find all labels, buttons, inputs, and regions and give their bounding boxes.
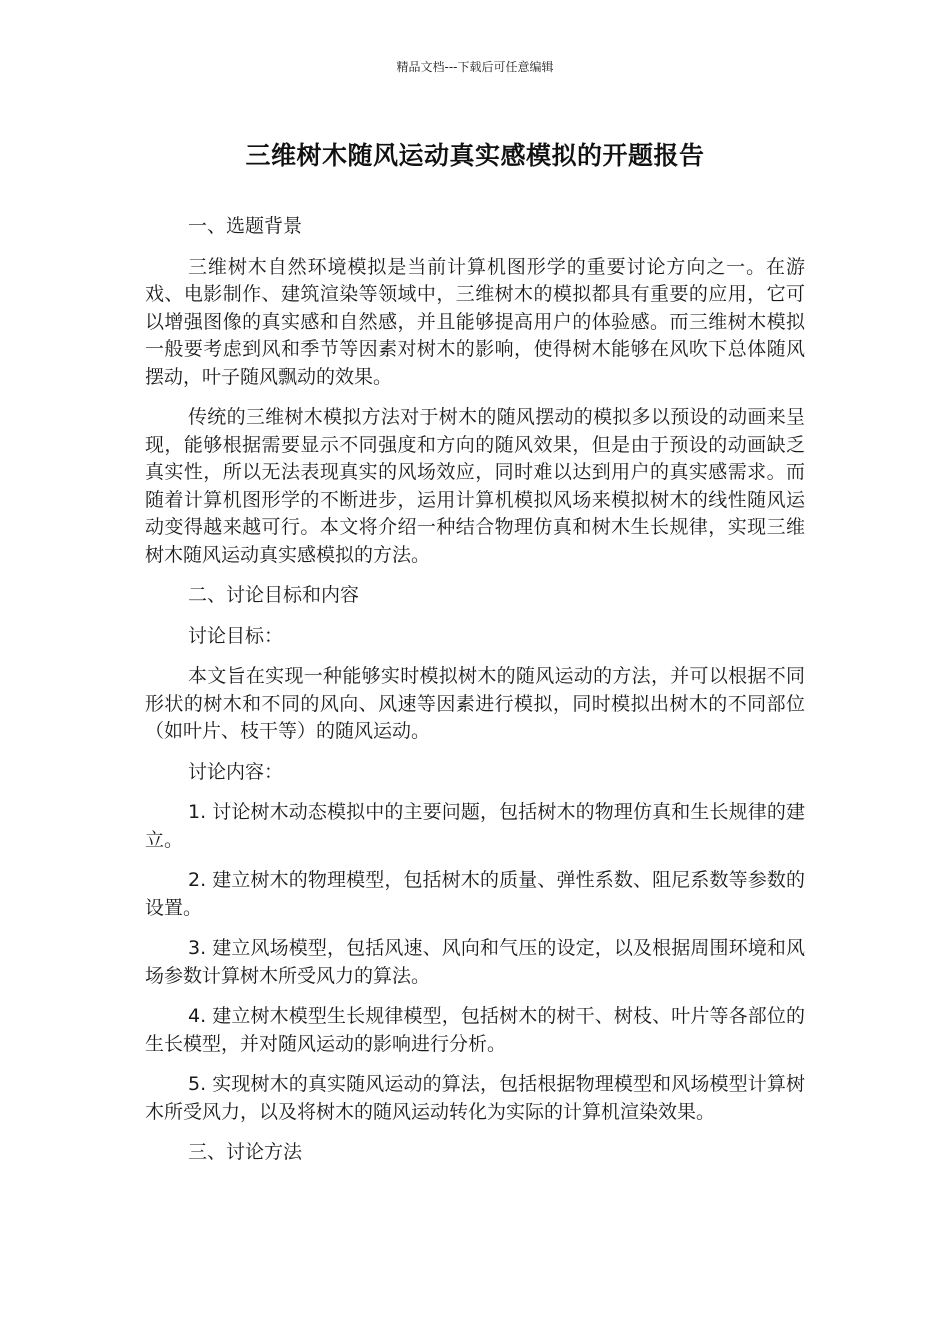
section-heading-background: 一、选题背景 [188, 215, 303, 237]
list-item-content-5: 5. 实现树木的真实随风运动的算法，包括根据物理模型和风场模型计算树木所受风力，以及将树木的随风运动转化为实际的计算机渲染效果。 [145, 1073, 805, 1123]
section-heading-method: 三、讨论方法 [188, 1141, 303, 1163]
section-heading-goals: 二、讨论目标和内容 [188, 584, 360, 606]
content-label: 讨论内容： [188, 760, 284, 783]
paragraph-background-1: 三维树木自然环境模拟是当前计算机图形学的重要讨论方向之一。在游戏、电影制作、建筑渲染等领域中，三维树木的模拟都具有重要的应用，它可以增强图像的真实感和自然感，并且能够提高用户的体验感。而三维树木模拟一般要考虑到风和季节等因素对树木的影响，使得树木能够在风吹下总体随风摆动，叶子随风飘动的效果。 [145, 255, 805, 388]
list-item-content-4: 4. 建立树木模型生长规律模型，包括树木的树干、树枝、叶片等各部位的生长模型，并对随风运动的影响进行分析。 [145, 1005, 805, 1055]
list-item-content-1: 1. 讨论树木动态模拟中的主要问题，包括树木的物理仿真和生长规律的建立。 [145, 801, 805, 851]
list-item-content-2: 2. 建立树木的物理模型，包括树木的质量、弹性系数、阻尼系数等参数的设置。 [145, 869, 805, 919]
document-body [145, 213, 805, 1180]
page-header: 精品文档---下载后可任意编辑 [396, 60, 554, 74]
paragraph-goal: 本文旨在实现一种能够实时模拟树木的随风运动的方法，并可以根据不同形状的树木和不同的风向、风速等因素进行模拟，同时模拟出树木的不同部位（如叶片、枝干等）的随风运动。 [145, 665, 805, 742]
document-title: 三维树木随风运动真实感模拟的开题报告 [245, 141, 705, 170]
list-item-content-3: 3. 建立风场模型，包括风速、风向和气压的设定，以及根据周围环境和风场参数计算树木所受风力的算法。 [145, 937, 805, 987]
goal-label: 讨论目标： [188, 624, 284, 647]
paragraph-background-2: 传统的三维树木模拟方法对于树木的随风摆动的模拟多以预设的动画来呈现，能够根据需要显示不同强度和方向的随风效果，但是由于预设的动画缺乏真实性，所以无法表现真实的风场效应，同时难以达到用户的真实感需求。而随着计算机图形学的不断进步，运用计算机模拟风场来模拟树木的线性随风运动变得越来越可行。本文将介绍一种结合物理仿真和树木生长规律，实现三维树木随风运动真实感模拟的方法。 [145, 406, 805, 566]
